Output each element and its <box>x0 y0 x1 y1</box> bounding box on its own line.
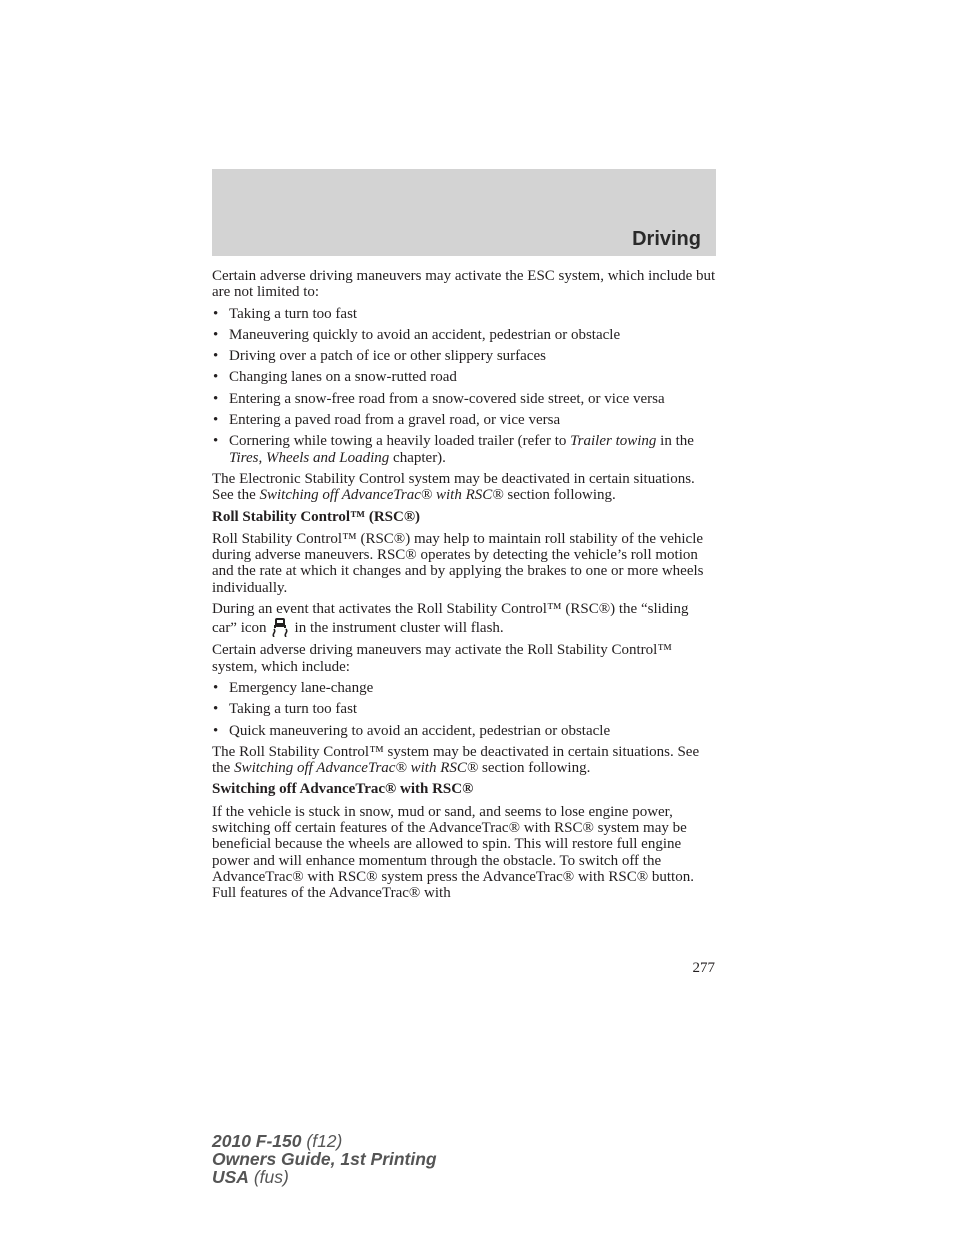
switching-off-paragraph: If the vehicle is stuck in snow, mud or sand, and seems to lose engine power, switching off certain features of the AdvanceTrac® with RSC® system may be beneficial because the wheels are allowed to spin. This will restore full engine power and will enhance momentum through the obstacle. To switch off the AdvanceTrac® with RSC® system press the AdvanceTrac® with RSC® button. Full features of the AdvanceTrac® with <box>212 803 694 902</box>
section-title: Driving <box>632 228 701 250</box>
switching-off-reference: Switching off AdvanceTrac® with RSC® <box>259 487 504 504</box>
rsc-deactivate-paragraph: The Roll Stability Control™ system may be deactivated in certain situations. See the Switching off AdvanceTrac® with RSC® section following. <box>212 743 700 777</box>
list-item: • Entering a snow-free road from a snow-covered side street, or vice versa <box>212 391 716 407</box>
rsc-icon-paragraph: During an event that activates the Roll Stability Control™ (RSC®) the “sliding car” icon in the instrument cluster will flash. <box>212 601 689 637</box>
list-item: • Taking a turn too fast <box>212 701 716 717</box>
list-item: • Entering a paved road from a gravel road, or vice versa <box>212 412 716 428</box>
esc-maneuver-list <box>212 306 716 466</box>
footer-model-line: 2010 F-150 (f12) <box>212 1131 343 1151</box>
list-item: • Quick maneuvering to avoid an accident, pedestrian or obstacle <box>212 723 716 739</box>
list-item: • Cornering while towing a heavily loaded trailer (refer to Trailer towing in the Tires, Wheels and Loading chapter). <box>212 433 716 466</box>
print-footer <box>212 1132 437 1186</box>
page-content <box>212 268 716 907</box>
trailer-towing-reference: Trailer towing <box>570 433 657 450</box>
rsc-maneuver-list <box>212 680 716 739</box>
rsc-maneuvers-intro: Certain adverse driving maneuvers may activate the Roll Stability Control™ system, which include: <box>212 642 673 675</box>
switching-off-reference: Switching off AdvanceTrac® with RSC® <box>234 760 479 777</box>
chapter-header-band <box>212 169 716 256</box>
list-item: • Changing lanes on a snow-rutted road <box>212 369 716 385</box>
list-item: • Emergency lane-change <box>212 680 716 696</box>
sliding-car-icon <box>271 617 289 637</box>
esc-deactivate-paragraph: The Electronic Stability Control system may be deactivated in certain situations. See the Switching off AdvanceTrac® with RSC® section following. <box>212 470 695 504</box>
esc-intro-paragraph: Certain adverse driving maneuvers may activate the ESC system, which include but are not limited to: <box>212 268 716 301</box>
rsc-description-paragraph: Roll Stability Control™ (RSC®) may help to maintain roll stability of the vehicle during adverse maneuvers. RSC® operates by detecting the vehicle’s roll motion and the rate at which it changes and by applying the brakes to one or more wheels individually. <box>212 530 704 596</box>
rsc-heading: Roll Stability Control™ (RSC®) <box>212 508 421 525</box>
list-item: • Taking a turn too fast <box>212 306 716 322</box>
footer-guide-line: Owners Guide, 1st Printing <box>212 1149 437 1169</box>
switching-off-heading: Switching off AdvanceTrac® with RSC® <box>212 781 474 798</box>
list-item: • Maneuvering quickly to avoid an accident, pedestrian or obstacle <box>212 327 716 343</box>
page-number: 277 <box>692 960 715 976</box>
footer-region-line: USA (fus) <box>212 1167 289 1187</box>
list-item: • Driving over a patch of ice or other slippery surfaces <box>212 348 716 364</box>
tires-wheels-loading-reference: Tires, Wheels and Loading <box>229 449 390 466</box>
